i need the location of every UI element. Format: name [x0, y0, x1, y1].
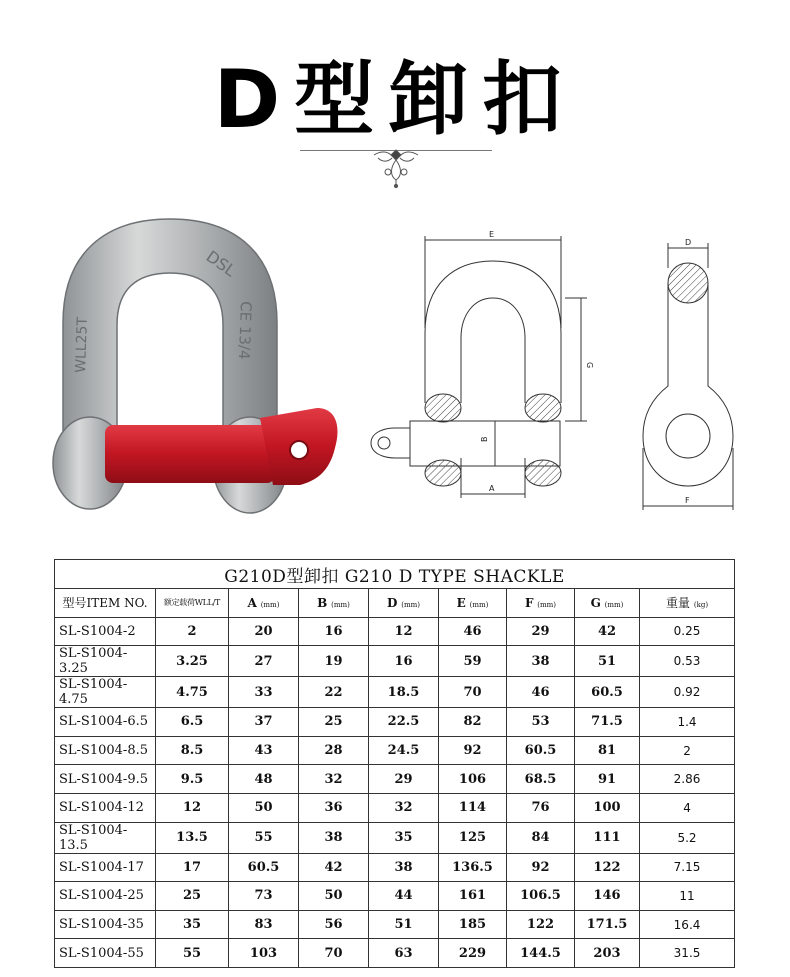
- table-row: [55, 677, 735, 708]
- cell-g: 81: [575, 736, 640, 765]
- cell-f: 76: [507, 793, 575, 822]
- cell-e: 136.5: [439, 853, 507, 882]
- cell-e: 82: [439, 708, 507, 737]
- cell-e: 185: [439, 910, 507, 939]
- cell-weight: 5.2: [640, 822, 735, 853]
- cell-a: 50: [229, 793, 299, 822]
- cell-model: SL-S1004-35: [55, 910, 156, 939]
- cell-d: 16: [369, 646, 439, 677]
- dim-label-g: G: [585, 362, 594, 369]
- table-row: [55, 853, 735, 882]
- cell-weight: 0.92: [640, 677, 735, 708]
- table-header-row: [55, 589, 735, 618]
- cell-wll: 25: [156, 882, 229, 911]
- header-g: G (mm): [575, 589, 640, 618]
- cell-b: 56: [299, 910, 369, 939]
- cell-b: 16: [299, 617, 369, 646]
- cell-e: 114: [439, 793, 507, 822]
- cell-g: 122: [575, 853, 640, 882]
- cell-e: 161: [439, 882, 507, 911]
- cell-wll: 13.5: [156, 822, 229, 853]
- table-row: [55, 939, 735, 968]
- table-row: [55, 910, 735, 939]
- cell-g: 100: [575, 793, 640, 822]
- cell-weight: 16.4: [640, 910, 735, 939]
- cell-f: 144.5: [507, 939, 575, 968]
- cell-f: 68.5: [507, 765, 575, 794]
- cell-b: 19: [299, 646, 369, 677]
- cell-d: 18.5: [369, 677, 439, 708]
- cell-a: 43: [229, 736, 299, 765]
- cell-e: 229: [439, 939, 507, 968]
- table-row: [55, 736, 735, 765]
- cell-d: 29: [369, 765, 439, 794]
- cell-a: 55: [229, 822, 299, 853]
- cell-f: 84: [507, 822, 575, 853]
- cell-f: 38: [507, 646, 575, 677]
- table-row: [55, 822, 735, 853]
- header-e: E (mm): [439, 589, 507, 618]
- cell-wll: 2: [156, 617, 229, 646]
- cell-g: 146: [575, 882, 640, 911]
- cell-model: SL-S1004-3.25: [55, 646, 156, 677]
- dim-label-e: E: [489, 230, 495, 239]
- table-row: [55, 646, 735, 677]
- cell-model: SL-S1004-25: [55, 882, 156, 911]
- cell-e: 106: [439, 765, 507, 794]
- table-row: [55, 882, 735, 911]
- cell-b: 28: [299, 736, 369, 765]
- header-f: F (mm): [507, 589, 575, 618]
- cell-wll: 35: [156, 910, 229, 939]
- cell-f: 60.5: [507, 736, 575, 765]
- cell-a: 37: [229, 708, 299, 737]
- cell-weight: 0.53: [640, 646, 735, 677]
- cell-a: 60.5: [229, 853, 299, 882]
- cell-d: 24.5: [369, 736, 439, 765]
- cell-d: 12: [369, 617, 439, 646]
- cell-wll: 6.5: [156, 708, 229, 737]
- cell-model: SL-S1004-4.75: [55, 677, 156, 708]
- cell-d: 38: [369, 853, 439, 882]
- cell-e: 92: [439, 736, 507, 765]
- cell-b: 36: [299, 793, 369, 822]
- cell-g: 71.5: [575, 708, 640, 737]
- cell-b: 50: [299, 882, 369, 911]
- cell-b: 70: [299, 939, 369, 968]
- cell-g: 42: [575, 617, 640, 646]
- cell-weight: 2: [640, 736, 735, 765]
- cell-a: 33: [229, 677, 299, 708]
- cell-b: 25: [299, 708, 369, 737]
- cell-g: 203: [575, 939, 640, 968]
- cell-model: SL-S1004-55: [55, 939, 156, 968]
- table-row: [55, 793, 735, 822]
- dim-label-a: A: [489, 484, 495, 493]
- photo-marking-size: CE 13/4: [234, 300, 255, 360]
- photo-marking-wll: WLL25T: [73, 316, 91, 374]
- cell-f: 122: [507, 910, 575, 939]
- cell-a: 27: [229, 646, 299, 677]
- cell-a: 103: [229, 939, 299, 968]
- spec-table: [54, 559, 735, 968]
- cell-d: 35: [369, 822, 439, 853]
- cell-model: SL-S1004-17: [55, 853, 156, 882]
- cell-wll: 8.5: [156, 736, 229, 765]
- cell-f: 46: [507, 677, 575, 708]
- cell-model: SL-S1004-2: [55, 617, 156, 646]
- cell-g: 51: [575, 646, 640, 677]
- cell-f: 92: [507, 853, 575, 882]
- table-row: [55, 617, 735, 646]
- header-wll: 额定载荷WLL/T: [156, 589, 229, 618]
- cell-b: 22: [299, 677, 369, 708]
- cell-a: 83: [229, 910, 299, 939]
- table-row: [55, 765, 735, 794]
- cell-f: 106.5: [507, 882, 575, 911]
- cell-wll: 17: [156, 853, 229, 882]
- table-caption: G210D型卸扣 G210 D TYPE SHACKLE: [55, 560, 735, 589]
- shackle-photo: [45, 213, 345, 528]
- cell-d: 32: [369, 793, 439, 822]
- cell-weight: 1.4: [640, 708, 735, 737]
- cell-wll: 3.25: [156, 646, 229, 677]
- cell-weight: 2.86: [640, 765, 735, 794]
- cell-model: SL-S1004-12: [55, 793, 156, 822]
- cell-d: 22.5: [369, 708, 439, 737]
- header-d: D (mm): [369, 589, 439, 618]
- cell-d: 51: [369, 910, 439, 939]
- cell-g: 60.5: [575, 677, 640, 708]
- cell-e: 46: [439, 617, 507, 646]
- table-row: [55, 708, 735, 737]
- dim-label-b: B: [480, 436, 489, 442]
- cell-model: SL-S1004-6.5: [55, 708, 156, 737]
- photo-marking-brand: DSL: [202, 246, 240, 281]
- cell-model: SL-S1004-13.5: [55, 822, 156, 853]
- cell-g: 91: [575, 765, 640, 794]
- cell-wll: 9.5: [156, 765, 229, 794]
- header-model: 型号ITEM NO.: [55, 589, 156, 618]
- cell-g: 111: [575, 822, 640, 853]
- cell-model: SL-S1004-9.5: [55, 765, 156, 794]
- header-a: A (mm): [229, 589, 299, 618]
- cell-weight: 11: [640, 882, 735, 911]
- cell-b: 42: [299, 853, 369, 882]
- cell-wll: 12: [156, 793, 229, 822]
- cell-weight: 4: [640, 793, 735, 822]
- cell-b: 38: [299, 822, 369, 853]
- cell-b: 32: [299, 765, 369, 794]
- ornament-icon: [368, 146, 424, 190]
- cell-a: 73: [229, 882, 299, 911]
- header-b: B (mm): [299, 589, 369, 618]
- cell-a: 48: [229, 765, 299, 794]
- cell-a: 20: [229, 617, 299, 646]
- cell-g: 171.5: [575, 910, 640, 939]
- cell-d: 44: [369, 882, 439, 911]
- cell-f: 29: [507, 617, 575, 646]
- table-body: [55, 617, 735, 967]
- dim-label-f: F: [685, 496, 690, 505]
- cell-weight: 31.5: [640, 939, 735, 968]
- cell-model: SL-S1004-8.5: [55, 736, 156, 765]
- cell-f: 53: [507, 708, 575, 737]
- cell-e: 70: [439, 677, 507, 708]
- page-title: D型卸扣: [213, 53, 577, 146]
- cell-e: 59: [439, 646, 507, 677]
- cell-wll: 4.75: [156, 677, 229, 708]
- dim-label-d: D: [685, 238, 692, 247]
- cell-wll: 55: [156, 939, 229, 968]
- cell-weight: 7.15: [640, 853, 735, 882]
- cell-weight: 0.25: [640, 617, 735, 646]
- cell-d: 63: [369, 939, 439, 968]
- cell-e: 125: [439, 822, 507, 853]
- dimension-drawings: [365, 228, 745, 513]
- header-weight: 重量 (kg): [640, 589, 735, 618]
